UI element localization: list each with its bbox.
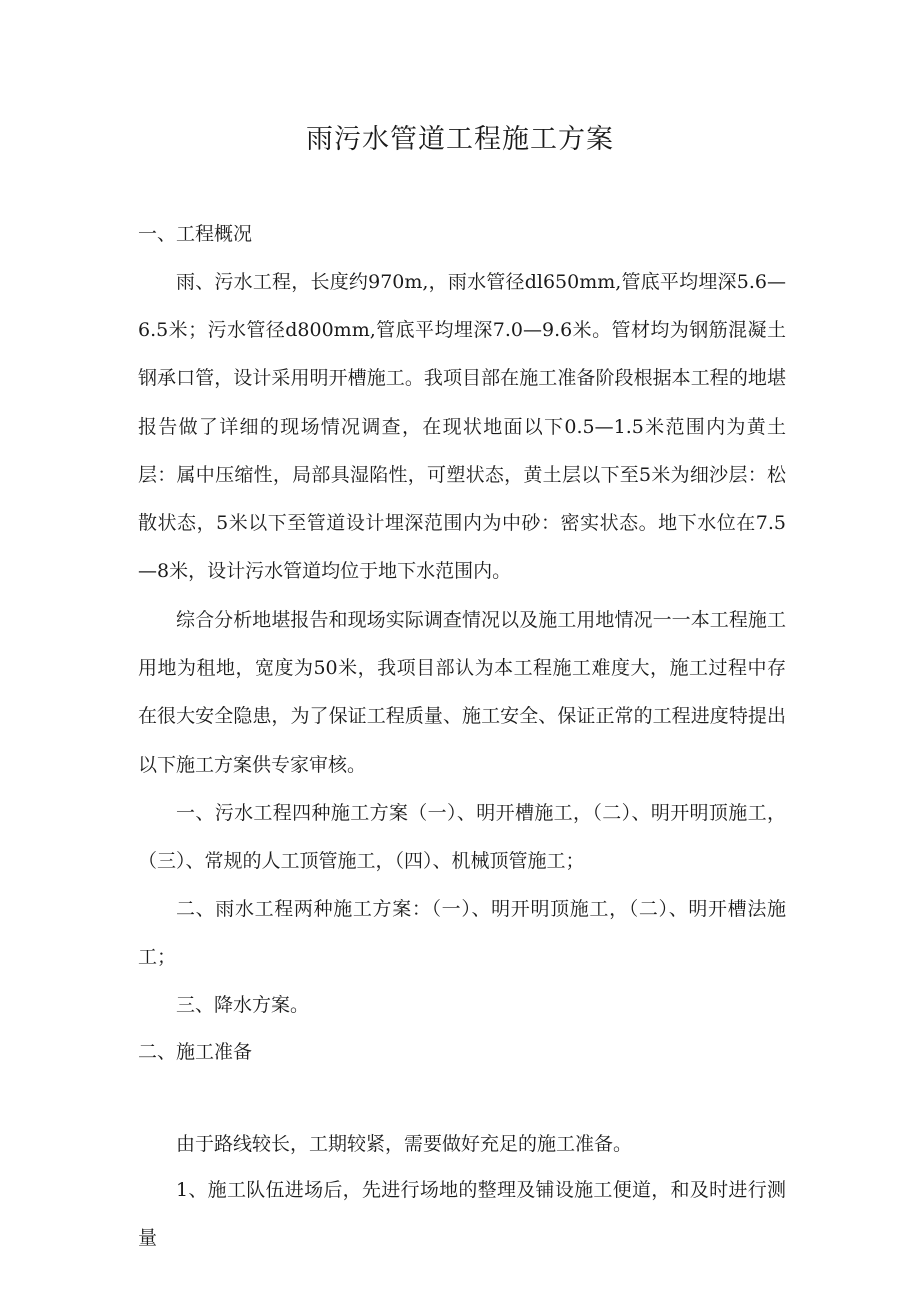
paragraph-sewage-plans: 一、污水工程四种施工方案（一）、明开槽施工，（二）、明开明顶施工，（三）、常规的人工顶管施工，（四）、机械顶管施工；	[138, 802, 786, 873]
paragraph-analysis: 综合分析地堪报告和现场实际调查情况以及施工用地情况一一本工程施工用地为租地，宽度为50米，我项目部认为本工程施工难度大，施工过程中存在很大安全隐患，为了保证工程质量、施工安全、保证正常的工程进度特提出以下施工方案供专家审核。	[138, 609, 786, 776]
paragraph-dewatering-plan: 三、降水方案。	[176, 994, 310, 1016]
paragraph-project-overview: 雨、污水工程，长度约970m,，雨水管径dl650mm,管底平均埋深5.6—6.5米；污水管径d800mm,管底平均埋深7.0—9.6米。管材均为钢筋混凝土钢承口管，设计采用明开槽施工。我项目部在施工准备阶段根据本工程的地堪报告做了详细的现场情况调查，在现状地面以下0.5—1.5米范围内为黄土层：属中压缩性，局部具湿陷性，可塑状态，黄土层以下至5米为细沙层：松散状态，5米以下至管道设计埋深范围内为中砂：密实状态。地下水位在7.5—8米，设计污水管道均位于地下水范围内。	[138, 271, 786, 583]
paragraph-preparation-intro: 由于路线较长，工期较紧，需要做好充足的施工准备。	[176, 1133, 633, 1155]
paragraph-preparation-step-1: 1、施工队伍进场后，先进行场地的整理及铺设施工便道，和及时进行测量	[138, 1179, 786, 1250]
paragraph-rainwater-plans: 二、雨水工程两种施工方案：（一）、明开明顶施工，（二）、明开槽法施工；	[138, 898, 786, 969]
section-heading-overview: 一、工程概况	[138, 223, 253, 245]
section-heading-preparation: 二、施工准备	[138, 1041, 253, 1063]
document-title: 雨污水管道工程施工方案	[306, 124, 614, 155]
